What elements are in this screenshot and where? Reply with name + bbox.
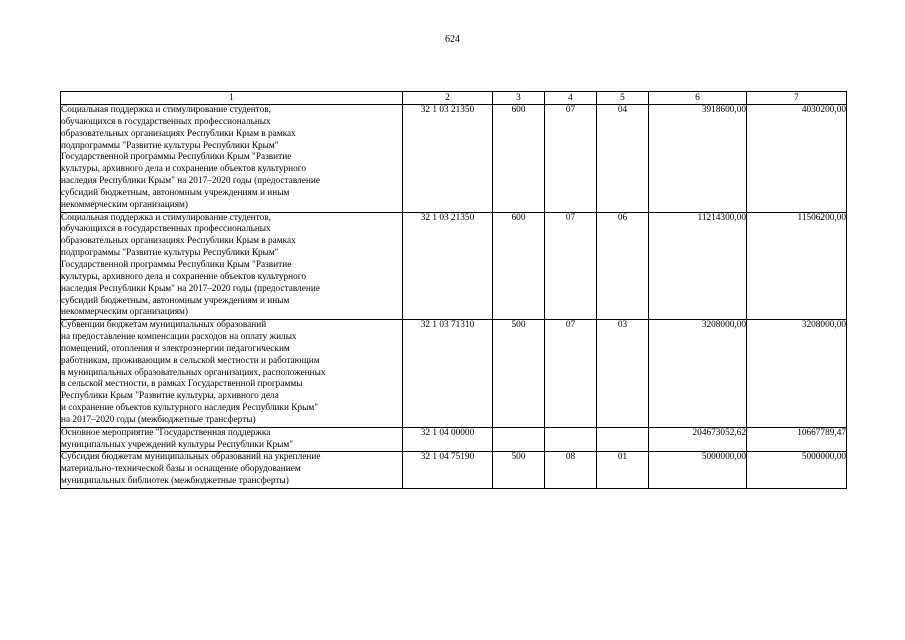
description-line: Субсидия бюджетам муниципальных образований на укрепление <box>61 452 321 463</box>
amount-year-2: 3208000,00 <box>747 320 847 428</box>
table-row <box>61 452 847 489</box>
column-header-3: 3 <box>493 92 545 105</box>
expense-type: 500 <box>493 320 545 428</box>
amount-year-2: 5000000,00 <box>747 452 847 489</box>
description-line: обучающихся в государственных профессиональных <box>61 224 271 235</box>
target-article-code: 32 1 04 75190 <box>403 452 493 489</box>
target-article-code: 32 1 03 21350 <box>403 105 493 213</box>
description-line: культуры, архивного дела и сохранение объектов культурного <box>61 164 306 175</box>
description-line: субсидий бюджетным, автономным учреждениям и иным <box>61 187 290 198</box>
description-line: культуры, архивного дела и сохранение объектов культурного <box>61 271 306 282</box>
section: 08 <box>545 452 597 489</box>
description-line: муниципальных учреждений культуры Республики Крым" <box>61 439 294 450</box>
description-line: материально-технической базы и оснащение оборудованием <box>61 464 301 475</box>
row-description <box>61 427 403 452</box>
page-number: 624 <box>445 34 460 45</box>
table-header <box>61 92 847 105</box>
description-line: Государственной программы Республики Крым "Развитие <box>61 152 292 163</box>
description-line: Субвенции бюджетам муниципальных образований <box>61 320 267 331</box>
description-line: и сохранение объектов культурного наследия Республики Крым" <box>61 403 319 414</box>
amount-year-2: 10667789,47 <box>747 427 847 452</box>
description-line: некоммерческим организациям) <box>61 199 188 210</box>
description-line: на 2017–2020 годы (межбюджетные трансферты) <box>61 414 256 425</box>
target-article-code: 32 1 04 00000 <box>403 427 493 452</box>
amount-year-1: 204673052,62 <box>649 427 747 452</box>
amount-year-1: 11214300,00 <box>649 212 747 320</box>
description-line: на предоставление компенсации расходов на оплату жилых <box>61 332 297 343</box>
column-header-6: 6 <box>649 92 747 105</box>
description-line: в сельской местности, в рамках Государственной программы <box>61 379 303 390</box>
budget-table <box>60 91 847 489</box>
section: 07 <box>545 105 597 213</box>
description-line: помещений, отопления и электроэнергии педагогическим <box>61 343 290 354</box>
description-line: наследия Республики Крым" на 2017–2020 годы (предоставление <box>61 176 320 187</box>
expense-type <box>493 427 545 452</box>
expense-type: 500 <box>493 452 545 489</box>
description-line: Основное мероприятие "Государственная поддержка <box>61 427 271 438</box>
row-description <box>61 212 403 320</box>
amount-year-1: 3208000,00 <box>649 320 747 428</box>
description-line: муниципальных библиотек (межбюджетные трансферты) <box>61 476 289 487</box>
description-line: обучающихся в государственных профессиональных <box>61 116 271 127</box>
table-row <box>61 105 847 213</box>
description-line: Социальная поддержка и стимулирование студентов, <box>61 105 271 115</box>
subsection: 01 <box>597 452 649 489</box>
description-line: подпрограммы "Развитие культуры Республики Крым" <box>61 140 279 151</box>
description-line: образовательных организациях Республики Крым в рамках <box>61 236 296 247</box>
amount-year-2: 11506200,00 <box>747 212 847 320</box>
column-header-7: 7 <box>747 92 847 105</box>
column-header-1: 1 <box>61 92 403 105</box>
amount-year-2: 4030200,00 <box>747 105 847 213</box>
table-row <box>61 212 847 320</box>
description-line: подпрограммы "Развитие культуры Республики Крым" <box>61 248 279 259</box>
target-article-code: 32 1 03 21350 <box>403 212 493 320</box>
description-line: наследия Республики Крым" на 2017–2020 годы (предоставление <box>61 283 320 294</box>
amount-year-1: 3918600,00 <box>649 105 747 213</box>
header-row <box>61 92 847 105</box>
row-description <box>61 320 403 428</box>
table-row <box>61 427 847 452</box>
section: 07 <box>545 320 597 428</box>
table-row <box>61 320 847 428</box>
subsection: 04 <box>597 105 649 213</box>
subsection: 03 <box>597 320 649 428</box>
column-header-4: 4 <box>545 92 597 105</box>
row-description <box>61 452 403 489</box>
column-header-5: 5 <box>597 92 649 105</box>
description-line: образовательных организациях Республики Крым в рамках <box>61 128 296 139</box>
description-line: Государственной программы Республики Крым "Развитие <box>61 259 292 270</box>
amount-year-1: 5000000,00 <box>649 452 747 489</box>
expense-type: 600 <box>493 212 545 320</box>
table-body <box>61 105 847 489</box>
subsection: 06 <box>597 212 649 320</box>
description-line: в муниципальных образовательных организациях, расположенных <box>61 367 326 378</box>
column-header-2: 2 <box>403 92 493 105</box>
description-line: работникам, проживающим в сельской местности и работающим <box>61 355 320 366</box>
target-article-code: 32 1 03 71310 <box>403 320 493 428</box>
expense-type: 600 <box>493 105 545 213</box>
subsection <box>597 427 649 452</box>
description-line: Республики Крым "Развитие культуры, архивного дела <box>61 391 279 402</box>
description-line: субсидий бюджетным, автономным учреждениям и иным <box>61 295 290 306</box>
section: 07 <box>545 212 597 320</box>
row-description <box>61 105 403 213</box>
section <box>545 427 597 452</box>
description-line: Социальная поддержка и стимулирование студентов, <box>61 212 271 223</box>
description-line: некоммерческим организациям) <box>61 307 188 318</box>
